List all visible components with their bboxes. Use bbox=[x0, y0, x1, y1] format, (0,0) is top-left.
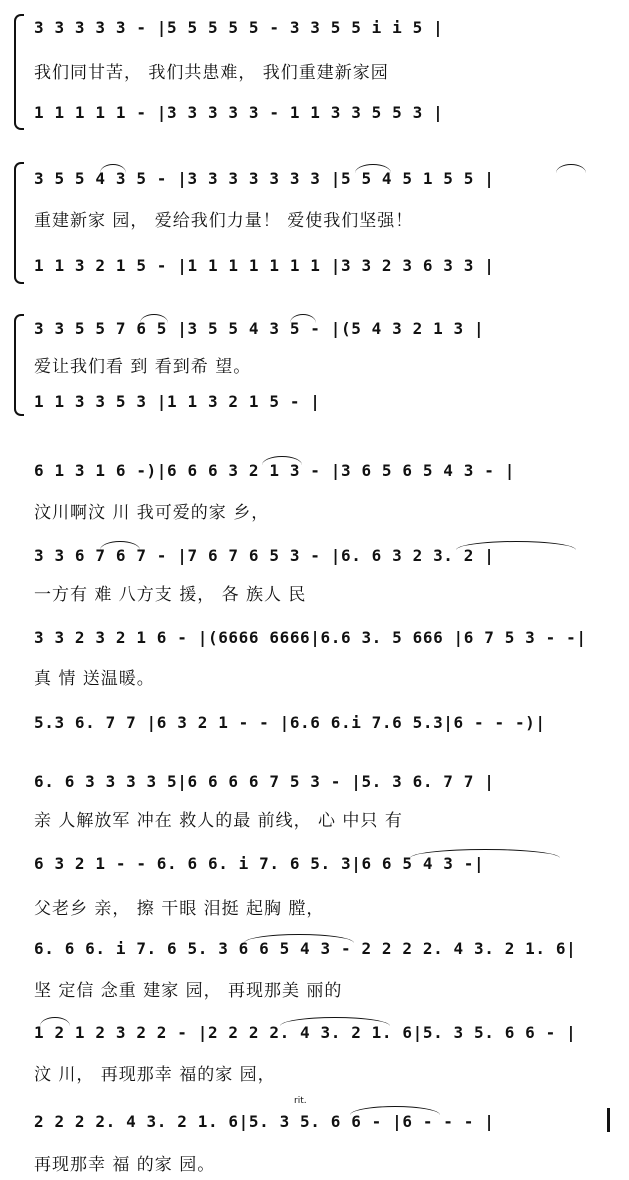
score-line-1: 3 3 3 3 3 - |5 5 5 5 5 - 3 3 5 5 i i 5 | bbox=[34, 18, 444, 37]
score-line-18: 亲 人解放军 冲在 救人的最 前线， 心 中只 有 bbox=[34, 811, 403, 831]
score-line-5: 重建新家 园， 爱给我们力量！ 爱使我们坚强！ bbox=[34, 211, 414, 231]
score-line-24: 汶 川， 再现那幸 福的家 园， bbox=[34, 1065, 276, 1085]
score-line-17: 6. 6 3 3 3 3 5|6 6 6 6 7 5 3 - |5. 3 6. 7 7 | bbox=[34, 772, 495, 791]
system-brace-1 bbox=[14, 14, 24, 130]
tie-arc bbox=[410, 849, 560, 858]
system-brace-2 bbox=[14, 162, 24, 284]
score-line-4: 3 5 5 4 3 5 - |3 3 3 3 3 3 3 |5 5 4 5 1 5 5 | bbox=[34, 169, 495, 188]
tie-arc bbox=[290, 314, 316, 323]
tie-arc bbox=[140, 314, 168, 323]
score-line-15: 真 情 送温暖。 bbox=[34, 669, 155, 689]
score-line-2: 我们同甘苦， 我们共患难， 我们重建新家园 bbox=[34, 63, 389, 83]
tie-arc bbox=[456, 541, 576, 550]
final-barline bbox=[607, 1108, 610, 1132]
tie-arc bbox=[244, 934, 354, 943]
score-line-12: 3 3 6 7 6 7 - |7 6 7 6 5 3 - |6. 6 3 2 3. 2 | bbox=[34, 546, 495, 565]
tie-arc bbox=[556, 164, 586, 173]
tie-arc bbox=[100, 541, 140, 550]
score-line-20: 父老乡 亲， 擦 干眼 泪挺 起胸 膛， bbox=[34, 899, 325, 919]
score-line-23: 1 2 1 2 3 2 2 - |2 2 2 2. 4 3. 2 1. 6|5. 3 5. 6 6 - | bbox=[34, 1023, 577, 1042]
score-line-16: 5.3 6. 7 7 |6 3 2 1 - - |6.6 6.i 7.6 5.3|6 - - -)| bbox=[34, 713, 546, 732]
score-line-3: 1 1 1 1 1 - |3 3 3 3 3 - 1 1 3 3 5 5 3 | bbox=[34, 103, 444, 122]
tie-arc bbox=[40, 1017, 70, 1026]
score-line-13: 一方有 难 八方支 援， 各 族人 民 bbox=[34, 585, 307, 605]
score-line-26: 再现那幸 福 的家 园。 bbox=[34, 1155, 216, 1175]
score-line-21: 6. 6 6. i 7. 6 5. 3 6 6 5 4 3 - 2 2 2 2. 4 3. 2 1. 6| bbox=[34, 939, 577, 958]
score-line-22: 坚 定信 念重 建家 园， 再现那美 丽的 bbox=[34, 981, 343, 1001]
score-line-25: 2 2 2 2. 4 3. 2 1. 6|5. 3 5. 6 6 - |6 - - - | bbox=[34, 1112, 495, 1131]
tie-arc bbox=[262, 456, 302, 465]
score-line-14: 3 3 2 3 2 1 6 - |(6666 6666|6.6 3. 5 666 |6 7 5 3 - -| bbox=[34, 628, 587, 647]
score-line-8: 爱让我们看 到 看到希 望。 bbox=[34, 357, 252, 377]
score-line-11: 汶川啊汶 川 我可爱的家 乡， bbox=[34, 503, 270, 523]
tie-arc bbox=[280, 1017, 390, 1026]
score-line-19: 6 3 2 1 - - 6. 6 6. i 7. 6 5. 3|6 6 5 4 3 -| bbox=[34, 854, 485, 873]
score-line-7: 3 3 5 5 7 6 5 |3 5 5 4 3 5 - |(5 4 3 2 1 3 | bbox=[34, 319, 485, 338]
tie-arc bbox=[100, 164, 126, 173]
tie-arc bbox=[350, 1106, 440, 1115]
tie-arc bbox=[355, 164, 391, 173]
score-line-10: 6 1 3 1 6 -)|6 6 6 3 2 1 3 - |3 6 5 6 5 4 3 - | bbox=[34, 461, 515, 480]
system-brace-3 bbox=[14, 314, 24, 416]
score-line-9: 1 1 3 3 5 3 |1 1 3 2 1 5 - | bbox=[34, 392, 321, 411]
score-line-6: 1 1 3 2 1 5 - |1 1 1 1 1 1 1 |3 3 2 3 6 3 3 | bbox=[34, 256, 495, 275]
rit-marking: rit. bbox=[294, 1096, 307, 1106]
